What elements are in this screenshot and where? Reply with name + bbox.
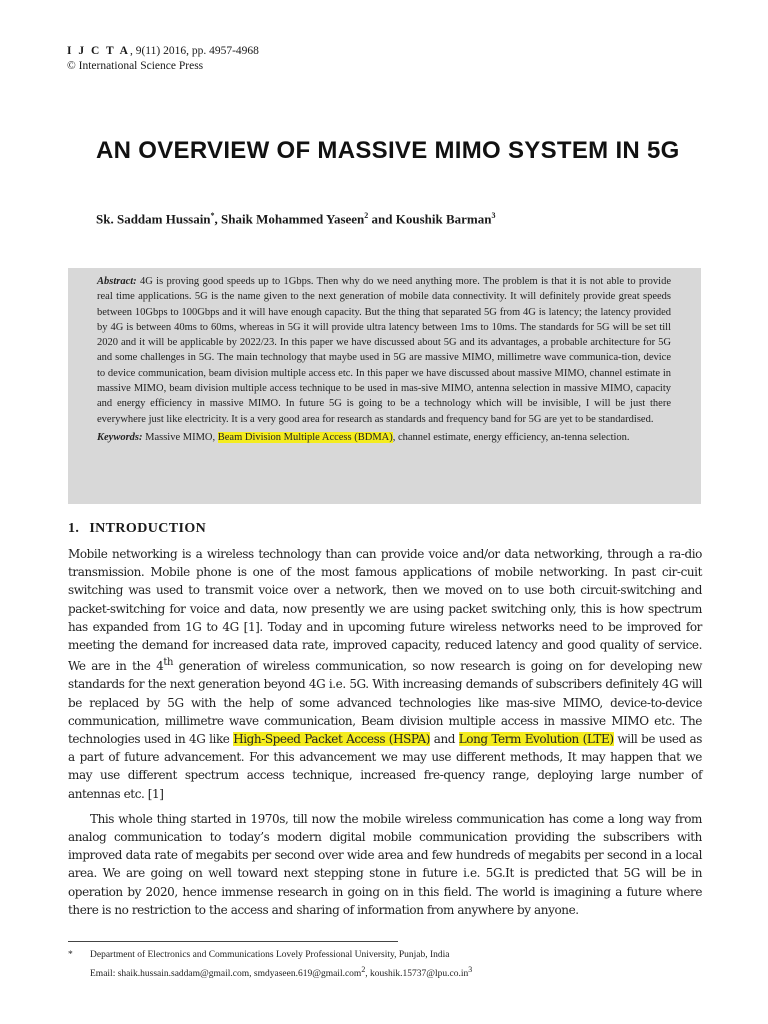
journal-citation: I J C T A, 9(11) 2016, pp. 4957-4968	[67, 45, 259, 57]
section-heading	[68, 521, 206, 537]
author-name: Shaik Mohammed Yaseen	[221, 211, 365, 227]
highlighted-term: Beam Division Multiple Access (BDMA)	[217, 431, 393, 443]
footnote-mark: *	[68, 950, 73, 960]
journal-header	[67, 44, 259, 74]
highlighted-term: Long Term Evolution (LTE)	[458, 732, 614, 747]
journal-name: I J C T A	[67, 45, 130, 57]
footnote-email: Email: shaik.hussain.saddam@gmail.com, smdyaseen.619@gmail.com$^2$, $koushik.15737@lpu.co.in^3$	[90, 964, 473, 979]
author-affil-mark: 2	[364, 211, 369, 220]
highlighted-term: High-Speed Packet Access (HSPA)	[233, 732, 430, 747]
keywords-label: Keywords:	[97, 431, 143, 443]
author-affil-mark: *	[210, 211, 215, 220]
author-line: Sk. Saddam Hussain*, Shaik Mohammed Yaseen$^2$ and Koushik Barman$^3$	[96, 211, 496, 227]
abstract-box	[68, 268, 701, 504]
abstract-text: 4G is proving good speeds up to 1Gbps. Then why do we need anything more. The problem is that it is not able to provide real time applications. 5G is the name given to the next generation of mobile data connectivity. It will definitely provide great speeds between 10Gbps to 100Gbps and it will have enough capacity. But the thing that separated 5G from 4G is latency; the latency provided by 4G is between 40ms to 60ms, whereas in 5G it will provide ultra latency between 1ms to 10ms. The standards for 5G will be set till 2020 and it will be applicable by 2022/23. In this paper we have discussed about 5G and its advantages, a probable architecture for 5G and some challenges in 5G. The main technology that maybe used in 5G are massive MIMO, millimetre wave communica-tion, device to device communication, beam division multiple access etc. In this paper we have discussed about massive MIMO, channel estimate in massive MIMO, beam division multiple access technique to be used in mas-sive MIMO, antenna selection in massive MIMO, capacity and energy efficiency in massive MIMO. In future 5G is going to be a technology which will be invisible, I will be just there everywhere just like electricity. It is a very good area for research as standards and frequency band for 5G are yet to be standardised.	[97, 276, 671, 425]
body-paragraph: Mobile networking is a wireless technology than can provide voice and/or data networking, through a ra-dio transmission. Mobile phone is one of the most famous applications of mobile networking. In past cir-cuit switching was used to transmit voice over a network, then we moved on to use both circuit-switching and packet-switching for voice and data, now presently we are using packet switching only, this is how spectrum has expanded from 1G to 4G [1]. Today and in upcoming future wireless networks need to be improved for meeting the demand for increased data rate, improved capacity, reduced latency and good quality of service. We are in the 4th generation of wireless communication, so now research is going on for developing new standards for the next generation beyond 4G i.e. 5G. With increasing demands of subscribers definitely 4G will be replaced by 5G with the help of some advanced technologies like mas-sive MIMO, device-to-device communication, millimetre wave communication, Beam division multiple access in massive MIMO etc. The technologies used in 4G like High-Speed Packet Access (HSPA) and Long Term Evolution (LTE) will be used as a part of future advancement. For this advancement we may use different methods, It may happen that we may use different spectrum access technique, increased fre-quency range, deploying large number of antennas etc. [1]	[68, 547, 703, 801]
section-title: INTRODUCTION	[89, 521, 207, 536]
section-number: 1.	[68, 521, 80, 536]
abstract-label: Abstract:	[97, 276, 137, 287]
abstract-paragraph	[97, 274, 671, 427]
footnote-affiliation: Department of Electronics and Communications Lovely Professional University, Punjab, India	[90, 950, 450, 960]
footnote-rule	[68, 941, 398, 942]
publisher: © International Science Press	[67, 60, 204, 72]
paper-title: AN OVERVIEW OF MASSIVE MIMO SYSTEM IN 5G	[96, 137, 680, 164]
introduction-body	[68, 545, 702, 919]
author-name: Sk. Saddam Hussain	[96, 211, 211, 227]
body-paragraph: This whole thing started in 1970s, till now the mobile wireless communication has come a long way from analog communication to today’s modern digital mobile communication providing the subscribers with improved data rate of megabits per second over wide area and few hundreds of megabits per second in a local area. We are going on well toward next stepping stone in future i.e. 5G.It is predicted that 5G will be in operation by 2020, hence immense research in going on in this field. The world is imagining a future where there is no restriction to the access and sharing of information from anywhere by anyone.	[68, 811, 702, 917]
author-name: Koushik Barman	[395, 211, 492, 227]
author-affil-mark: 3	[491, 211, 496, 220]
footnote	[68, 949, 702, 981]
keywords-paragraph: Keywords: Massive MIMO, Beam Division Multiple Access (BDMA), channel estimate, energy efficiency, an-tenna selection.	[97, 431, 630, 443]
